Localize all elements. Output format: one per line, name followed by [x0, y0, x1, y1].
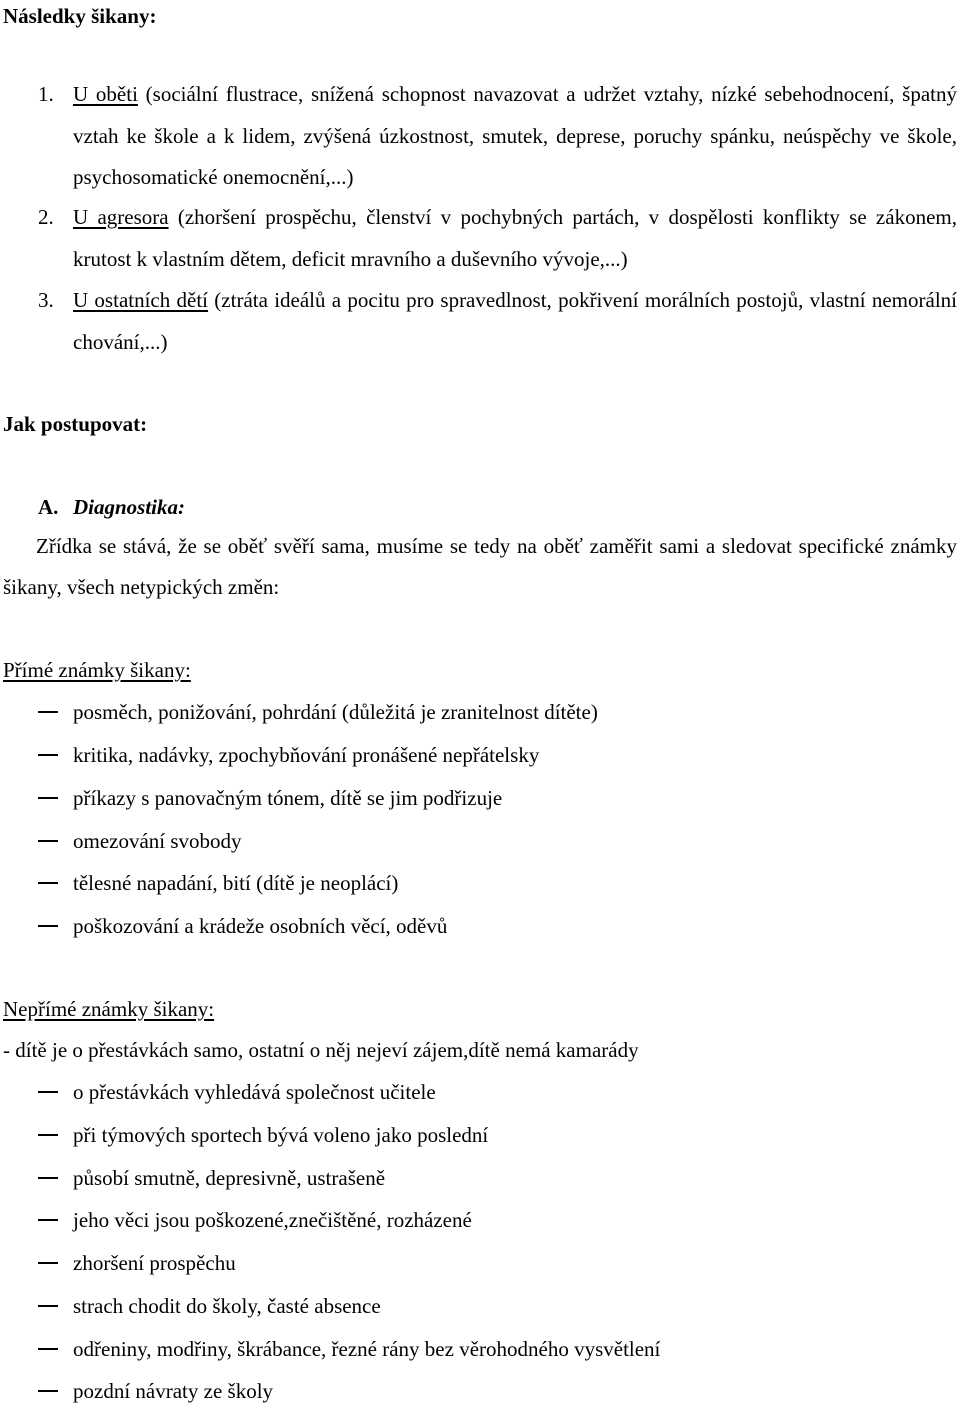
direct-signs-label: Přímé známky šikany:	[3, 658, 191, 682]
indirect-sign-item: jeho věci jsou poškozené,znečištěné, rozházené	[0, 1206, 957, 1234]
direct-sign-item: poškozování a krádeže osobních věcí, oděvů	[0, 912, 957, 940]
indirect-sign-item: pozdní návraty ze školy	[0, 1377, 957, 1405]
diagnostics-number: A.	[38, 495, 59, 519]
dash-bullet-icon	[38, 1177, 58, 1179]
dash-bullet-icon	[38, 1134, 58, 1136]
indirect-sign-item: působí smutně, depresivně, ustrašeně	[0, 1164, 957, 1192]
consequence-item-3	[0, 280, 957, 364]
dash-bullet-icon	[38, 925, 58, 927]
direct-sign-item: příkazy s panovačným tónem, dítě se jim podřizuje	[0, 784, 957, 812]
indirect-signs-label: Nepřímé známky šikany:	[3, 997, 215, 1021]
item-label: U oběti	[73, 82, 138, 106]
dash-bullet-icon	[38, 840, 58, 842]
heading-consequences: Následky šikany:	[3, 4, 157, 28]
dash-bullet-icon	[38, 1390, 58, 1392]
dash-bullet-icon	[38, 711, 58, 713]
item-text	[73, 280, 957, 363]
item-text	[73, 197, 957, 280]
diagnostics-paragraph: Zřídka se stává, že se oběť svěří sama, musíme se tedy na oběť zaměřit sami a sledovat specifické známky šikany, všech netypických změn:	[3, 534, 957, 599]
consequence-item-2	[0, 197, 957, 281]
indirect-sign-item: odřeniny, modřiny, škrábance, řezné rány bez věrohodného vysvětlení	[0, 1335, 957, 1363]
dash-bullet-icon	[38, 1091, 58, 1093]
item-label: U agresora	[73, 205, 169, 229]
indirect-sign-item: zhoršení prospěchu	[0, 1249, 957, 1277]
item-description: (ztráta ideálů a pocitu pro spravedlnost, pokřivení morálních postojů, vlastní nemorální chování,...)	[73, 288, 957, 354]
indirect-sign-item: strach chodit do školy, časté absence	[0, 1292, 957, 1320]
direct-sign-item: omezování svobody	[0, 827, 957, 855]
diagnostics-title: Diagnostika:	[73, 495, 186, 519]
item-number: 1.	[38, 82, 54, 106]
item-label: U ostatních dětí	[73, 288, 209, 312]
direct-sign-item: kritika, nadávky, zpochybňování pronášené nepřátelsky	[0, 741, 957, 769]
item-number: 3.	[38, 288, 54, 312]
item-description: (zhoršení prospěchu, členství v pochybných partách, v dospělosti konflikty se zákonem, krutost k vlastním dětem, deficit mravního a duševního vývoje,...)	[73, 205, 957, 271]
item-description: (sociální flustrace, snížená schopnost navazovat a udržet vztahy, nízké sebehodnocení, špatný vztah ke škole a k lidem, zvýšená úzkostnost, smutek, deprese, poruchy spánku, neúspěchy ve škole, psychosomatické onemocnění,...)	[73, 82, 958, 189]
dash-bullet-icon	[38, 882, 58, 884]
dash-bullet-icon	[38, 1219, 58, 1221]
item-text	[73, 74, 957, 199]
direct-sign-item: tělesné napadání, bití (dítě je neoplácí)	[0, 869, 957, 897]
direct-sign-item: posměch, ponižování, pohrdání (důležitá je zranitelnost dítěte)	[0, 698, 957, 726]
dash-bullet-icon	[38, 1305, 58, 1307]
indirect-sign-item: při týmových sportech bývá voleno jako poslední	[0, 1121, 957, 1149]
indirect-sign-item: o přestávkách vyhledává společnost učitele	[0, 1078, 957, 1106]
consequence-item-1	[0, 74, 957, 198]
indirect-signs-intro: - dítě je o přestávkách samo, ostatní o něj nejeví zájem,dítě nemá kamarády	[3, 1038, 639, 1062]
dash-bullet-icon	[38, 1348, 58, 1350]
dash-bullet-icon	[38, 1262, 58, 1264]
dash-bullet-icon	[38, 797, 58, 799]
heading-procedure: Jak postupovat:	[3, 412, 148, 436]
dash-bullet-icon	[38, 754, 58, 756]
item-number: 2.	[38, 205, 54, 229]
